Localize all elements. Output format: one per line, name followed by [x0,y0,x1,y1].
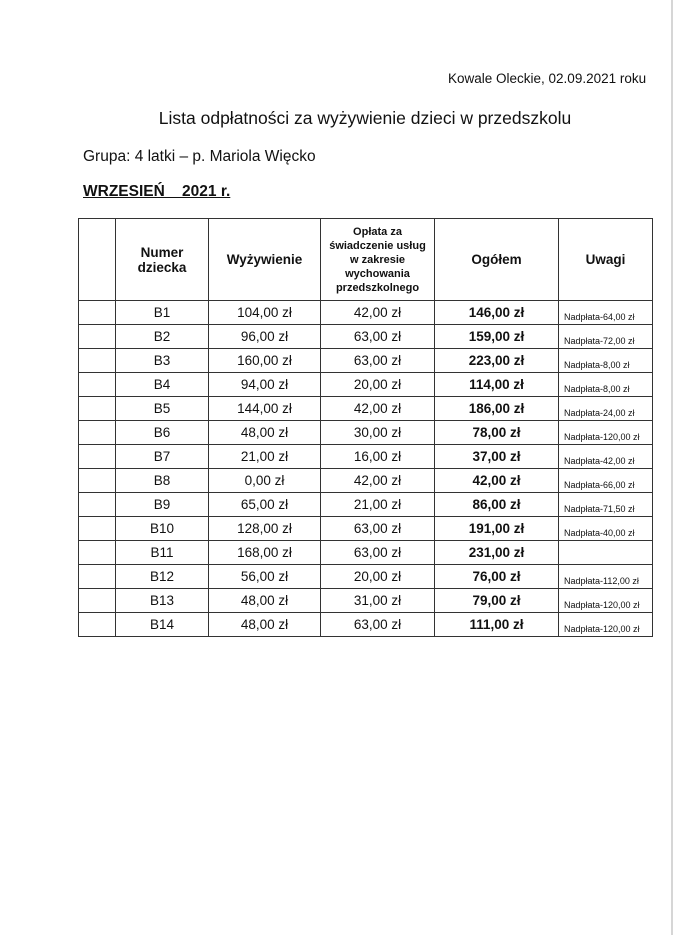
table-row [79,517,653,541]
total-cell: 186,00 zł [435,397,559,421]
table-row [79,325,653,349]
food-cell: 104,00 zł [209,301,321,325]
total-cell: 78,00 zł [435,421,559,445]
child-number-cell: B14 [116,613,209,637]
blank-cell [79,373,116,397]
table-row [79,589,653,613]
total-cell: 86,00 zł [435,493,559,517]
total-cell: 191,00 zł [435,517,559,541]
total-cell: 114,00 zł [435,373,559,397]
food-cell: 48,00 zł [209,613,321,637]
notes-cell: Nadpłata-71,50 zł [559,493,653,517]
total-cell: 231,00 zł [435,541,559,565]
table-row [79,301,653,325]
page-edge [671,0,673,935]
column-header-food: Wyżywienie [209,219,321,301]
place-and-date: Kowale Oleckie, 02.09.2021 roku [448,71,647,86]
service-fee-cell: 63,00 zł [321,541,435,565]
notes-cell: Nadpłata-120,00 zł [559,613,653,637]
food-cell: 56,00 zł [209,565,321,589]
service-fee-cell: 42,00 zł [321,301,435,325]
child-number-cell: B11 [116,541,209,565]
total-cell: 42,00 zł [435,469,559,493]
service-fee-cell: 63,00 zł [321,325,435,349]
month-heading: WRZESIEŃ 2021 r. [83,183,231,200]
service-fee-cell: 63,00 zł [321,517,435,541]
service-fee-cell: 63,00 zł [321,349,435,373]
document-title: Lista odpłatności za wyżywienie dzieci w przedszkolu [158,108,572,128]
total-cell: 76,00 zł [435,565,559,589]
food-cell: 160,00 zł [209,349,321,373]
notes-cell: Nadpłata-120,00 zł [559,589,653,613]
column-header-service-fee: Opłata za świadczenie usług w zakresie wychowania przedszkolnego [321,219,435,301]
table-row [79,421,653,445]
notes-cell [559,541,653,565]
child-number-cell: B13 [116,589,209,613]
child-number-cell: B4 [116,373,209,397]
notes-cell: Nadpłata-8,00 zł [559,349,653,373]
total-cell: 223,00 zł [435,349,559,373]
table-row [79,541,653,565]
blank-cell [79,301,116,325]
child-number-cell: B2 [116,325,209,349]
column-header-total: Ogółem [435,219,559,301]
table-row [79,613,653,637]
food-cell: 94,00 zł [209,373,321,397]
child-number-cell: B12 [116,565,209,589]
total-cell: 159,00 zł [435,325,559,349]
blank-cell [79,469,116,493]
notes-cell: Nadpłata-40,00 zł [559,517,653,541]
food-cell: 48,00 zł [209,421,321,445]
food-cell: 144,00 zł [209,397,321,421]
notes-cell: Nadpłata-24,00 zł [559,397,653,421]
column-header-notes: Uwagi [559,219,653,301]
blank-cell [79,565,116,589]
child-number-cell: B8 [116,469,209,493]
total-cell: 111,00 zł [435,613,559,637]
notes-cell: Nadpłata-120,00 zł [559,421,653,445]
notes-cell: Nadpłata-64,00 zł [559,301,653,325]
group-info: Grupa: 4 latki – p. Mariola Więcko [83,148,316,165]
blank-cell [79,613,116,637]
blank-cell [79,493,116,517]
total-cell: 37,00 zł [435,445,559,469]
notes-cell: Nadpłata-72,00 zł [559,325,653,349]
total-cell: 79,00 zł [435,589,559,613]
blank-cell [79,397,116,421]
food-cell: 168,00 zł [209,541,321,565]
service-fee-cell: 42,00 zł [321,397,435,421]
notes-cell: Nadpłata-8,00 zł [559,373,653,397]
child-number-cell: B3 [116,349,209,373]
table-row [79,373,653,397]
service-fee-cell: 42,00 zł [321,469,435,493]
blank-cell [79,589,116,613]
blank-cell [79,325,116,349]
child-number-cell: B1 [116,301,209,325]
blank-cell [79,445,116,469]
child-number-cell: B5 [116,397,209,421]
table-row [79,445,653,469]
service-fee-cell: 16,00 zł [321,445,435,469]
total-cell: 146,00 zł [435,301,559,325]
service-fee-cell: 20,00 zł [321,373,435,397]
child-number-cell: B6 [116,421,209,445]
service-fee-cell: 20,00 zł [321,565,435,589]
food-cell: 21,00 zł [209,445,321,469]
column-header-blank [79,219,116,301]
notes-cell: Nadpłata-42,00 zł [559,445,653,469]
table-header-row [79,219,653,301]
column-header-child-number: Numer dziecka [116,219,209,301]
notes-cell: Nadpłata-66,00 zł [559,469,653,493]
blank-cell [79,541,116,565]
food-cell: 128,00 zł [209,517,321,541]
food-cell: 48,00 zł [209,589,321,613]
child-number-cell: B7 [116,445,209,469]
service-fee-cell: 21,00 zł [321,493,435,517]
food-cell: 96,00 zł [209,325,321,349]
table-row [79,469,653,493]
table-row [79,397,653,421]
service-fee-cell: 63,00 zł [321,613,435,637]
payments-table [78,218,653,637]
service-fee-cell: 31,00 zł [321,589,435,613]
food-cell: 0,00 zł [209,469,321,493]
child-number-cell: B9 [116,493,209,517]
table-row [79,493,653,517]
child-number-cell: B10 [116,517,209,541]
table-row [79,349,653,373]
food-cell: 65,00 zł [209,493,321,517]
notes-cell: Nadpłata-112,00 zł [559,565,653,589]
service-fee-cell: 30,00 zł [321,421,435,445]
blank-cell [79,517,116,541]
table-row [79,565,653,589]
blank-cell [79,421,116,445]
blank-cell [79,349,116,373]
